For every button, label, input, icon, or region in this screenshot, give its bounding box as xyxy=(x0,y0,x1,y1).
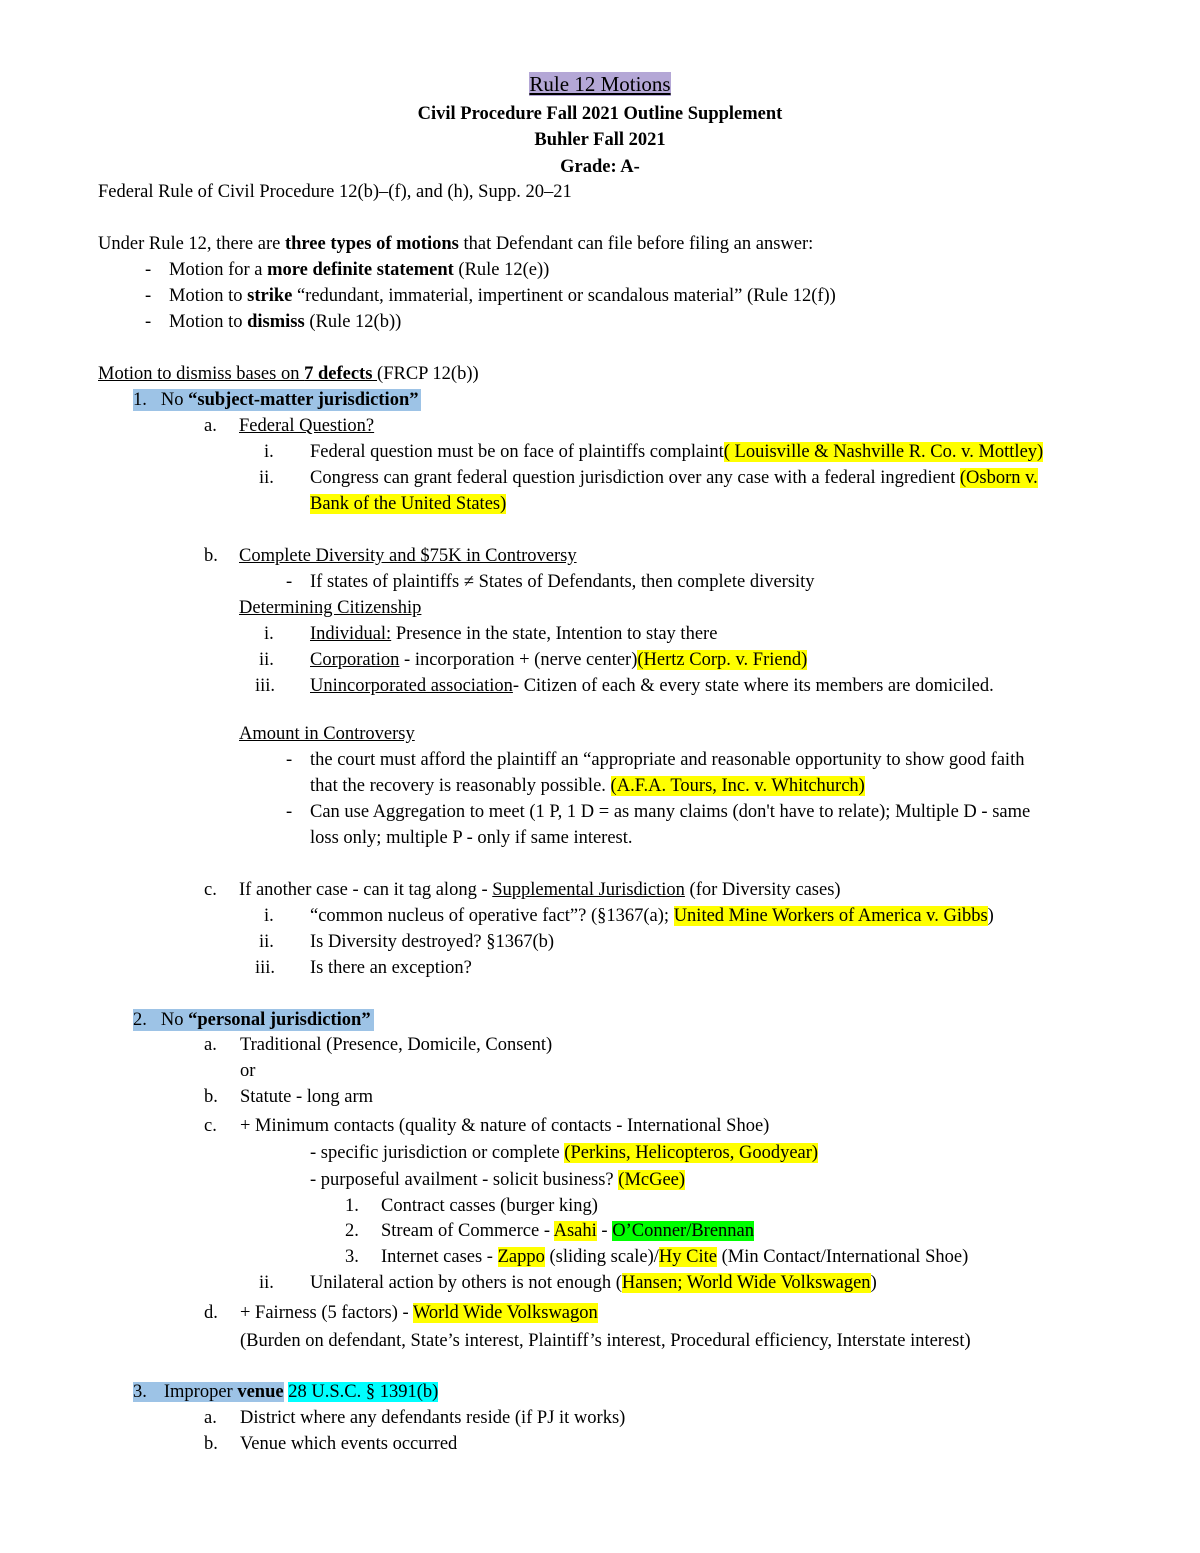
list-marker: 1. xyxy=(345,1196,359,1216)
rule-reference: Federal Rule of Civil Procedure 12(b)–(f), and (h), Supp. 20–21 xyxy=(98,182,572,202)
supplemental-heading: If another case - can it tag along - Supplemental Jurisdiction (for Diversity cases) xyxy=(239,880,841,900)
list-marker: i. xyxy=(264,442,274,462)
list-marker: a. xyxy=(204,1035,217,1055)
list-marker: a. xyxy=(204,1408,217,1428)
list-marker: b. xyxy=(204,1087,218,1107)
list-item: - xyxy=(145,286,152,306)
section-1-heading: 1. No “subject-matter jurisdiction” xyxy=(133,389,421,411)
list-item: Contract casses (burger king) xyxy=(381,1196,598,1216)
subtitle-course: Civil Procedure Fall 2021 Outline Supplement xyxy=(417,104,783,124)
list-marker: ii. xyxy=(259,650,274,670)
list-marker: - xyxy=(286,802,293,822)
list-item: Motion to strike “redundant, immaterial, impertinent or scandalous material” (Rule 12(f)) xyxy=(169,286,836,306)
list-item: + Minimum contacts (quality & nature of contacts - International Shoe) xyxy=(240,1116,770,1136)
list-marker: - xyxy=(286,572,293,592)
page-title: Rule 12 Motions xyxy=(529,72,671,96)
list-item: If states of plaintiffs ≠ States of Defendants, then complete diversity xyxy=(310,572,815,592)
list-marker: - xyxy=(286,750,293,770)
list-item: Congress can grant federal question jurisdiction over any case with a federal ingredient (Osborn v. xyxy=(310,468,1038,488)
subtitle-term: Buhler Fall 2021 xyxy=(534,130,666,150)
list-item-continued: that the recovery is reasonably possible. (A.F.A. Tours, Inc. v. Whitchurch) xyxy=(310,776,865,796)
list-marker: 2. xyxy=(345,1221,359,1241)
list-item: - purposeful availment - solicit business? (McGee) xyxy=(310,1170,686,1190)
list-marker: b. xyxy=(204,546,218,566)
citizenship-heading: Determining Citizenship xyxy=(239,598,422,618)
list-item: District where any defendants reside (if PJ it works) xyxy=(240,1408,626,1428)
list-item-continued: Bank of the United States) xyxy=(310,494,507,514)
list-item: - specific jurisdiction or complete (Perkins, Helicopteros, Goodyear) xyxy=(310,1143,819,1163)
list-item: Unilateral action by others is not enough (Hansen; World Wide Volkswagen) xyxy=(310,1273,877,1293)
list-item-continued: loss only; multiple P - only if same interest. xyxy=(310,828,633,848)
list-item: + Fairness (5 factors) - World Wide Volkswagon xyxy=(240,1303,598,1323)
list-item: - xyxy=(145,312,152,332)
list-marker: ii. xyxy=(259,932,274,952)
list-item: Stream of Commerce - Asahi - O’Conner/Brennan xyxy=(381,1221,755,1241)
grade: Grade: A- xyxy=(560,157,640,177)
amount-heading: Amount in Controversy xyxy=(239,724,415,744)
list-item: Is Diversity destroyed? §1367(b) xyxy=(310,932,555,952)
list-marker: c. xyxy=(204,1116,217,1136)
list-marker: c. xyxy=(204,880,217,900)
list-item: Federal question must be on face of plaintiffs complaint( Louisville & Nashville R. Co. v. Mottley) xyxy=(310,442,1044,462)
list-item: the court must afford the plaintiff an “appropriate and reasonable opportunity to show good faith xyxy=(310,750,1025,770)
list-marker: iii. xyxy=(255,958,276,978)
list-item: “common nucleus of operative fact”? (§1367(a); United Mine Workers of America v. Gibbs) xyxy=(310,906,994,926)
list-marker: d. xyxy=(204,1303,218,1323)
list-marker: iii. xyxy=(255,676,276,696)
list-item: Venue which events occurred xyxy=(240,1434,458,1454)
list-item: Corporation - incorporation + (nerve center)(Hertz Corp. v. Friend) xyxy=(310,650,808,670)
diversity-heading: Complete Diversity and $75K in Controversy xyxy=(239,546,577,566)
list-item: Motion for a more definite statement (Rule 12(e)) xyxy=(169,260,550,280)
section-2-heading: 2. No “personal jurisdiction” xyxy=(133,1009,374,1031)
list-item: Traditional (Presence, Domicile, Consent) xyxy=(240,1035,553,1055)
list-item: - xyxy=(145,260,152,280)
list-item: Can use Aggregation to meet (1 P, 1 D = as many claims (don't have to relate); Multiple D - same xyxy=(310,802,1031,822)
fairness-factors: (Burden on defendant, State’s interest, Plaintiff’s interest, Procedural efficiency, Interstate interest) xyxy=(240,1331,971,1351)
list-item: Internet cases - Zappo (sliding scale)/Hy Cite (Min Contact/International Shoe) xyxy=(381,1247,969,1267)
list-marker: 3. xyxy=(345,1247,359,1267)
list-marker: a. xyxy=(204,416,217,436)
list-item: Motion to dismiss (Rule 12(b)) xyxy=(169,312,402,332)
list-item: Statute - long arm xyxy=(240,1087,374,1107)
list-marker: ii. xyxy=(259,468,274,488)
list-item: Is there an exception? xyxy=(310,958,472,978)
federal-question-heading: Federal Question? xyxy=(239,416,375,436)
list-item: Unincorporated association- Citizen of each & every state where its members are domiciled. xyxy=(310,676,994,696)
list-marker: ii. xyxy=(259,1273,274,1293)
section-3-heading: 3. Improper venue 28 U.S.C. § 1391(b) xyxy=(133,1382,439,1402)
list-marker: b. xyxy=(204,1434,218,1454)
intro-text: Under Rule 12, there are three types of motions that Defendant can file before filing an answer: xyxy=(98,234,814,254)
list-marker: i. xyxy=(264,906,274,926)
or-text: or xyxy=(240,1061,256,1081)
list-item: Individual: Presence in the state, Intention to stay there xyxy=(310,624,718,644)
defects-heading: Motion to dismiss bases on 7 defects (FRCP 12(b)) xyxy=(98,364,479,384)
list-marker: i. xyxy=(264,624,274,644)
